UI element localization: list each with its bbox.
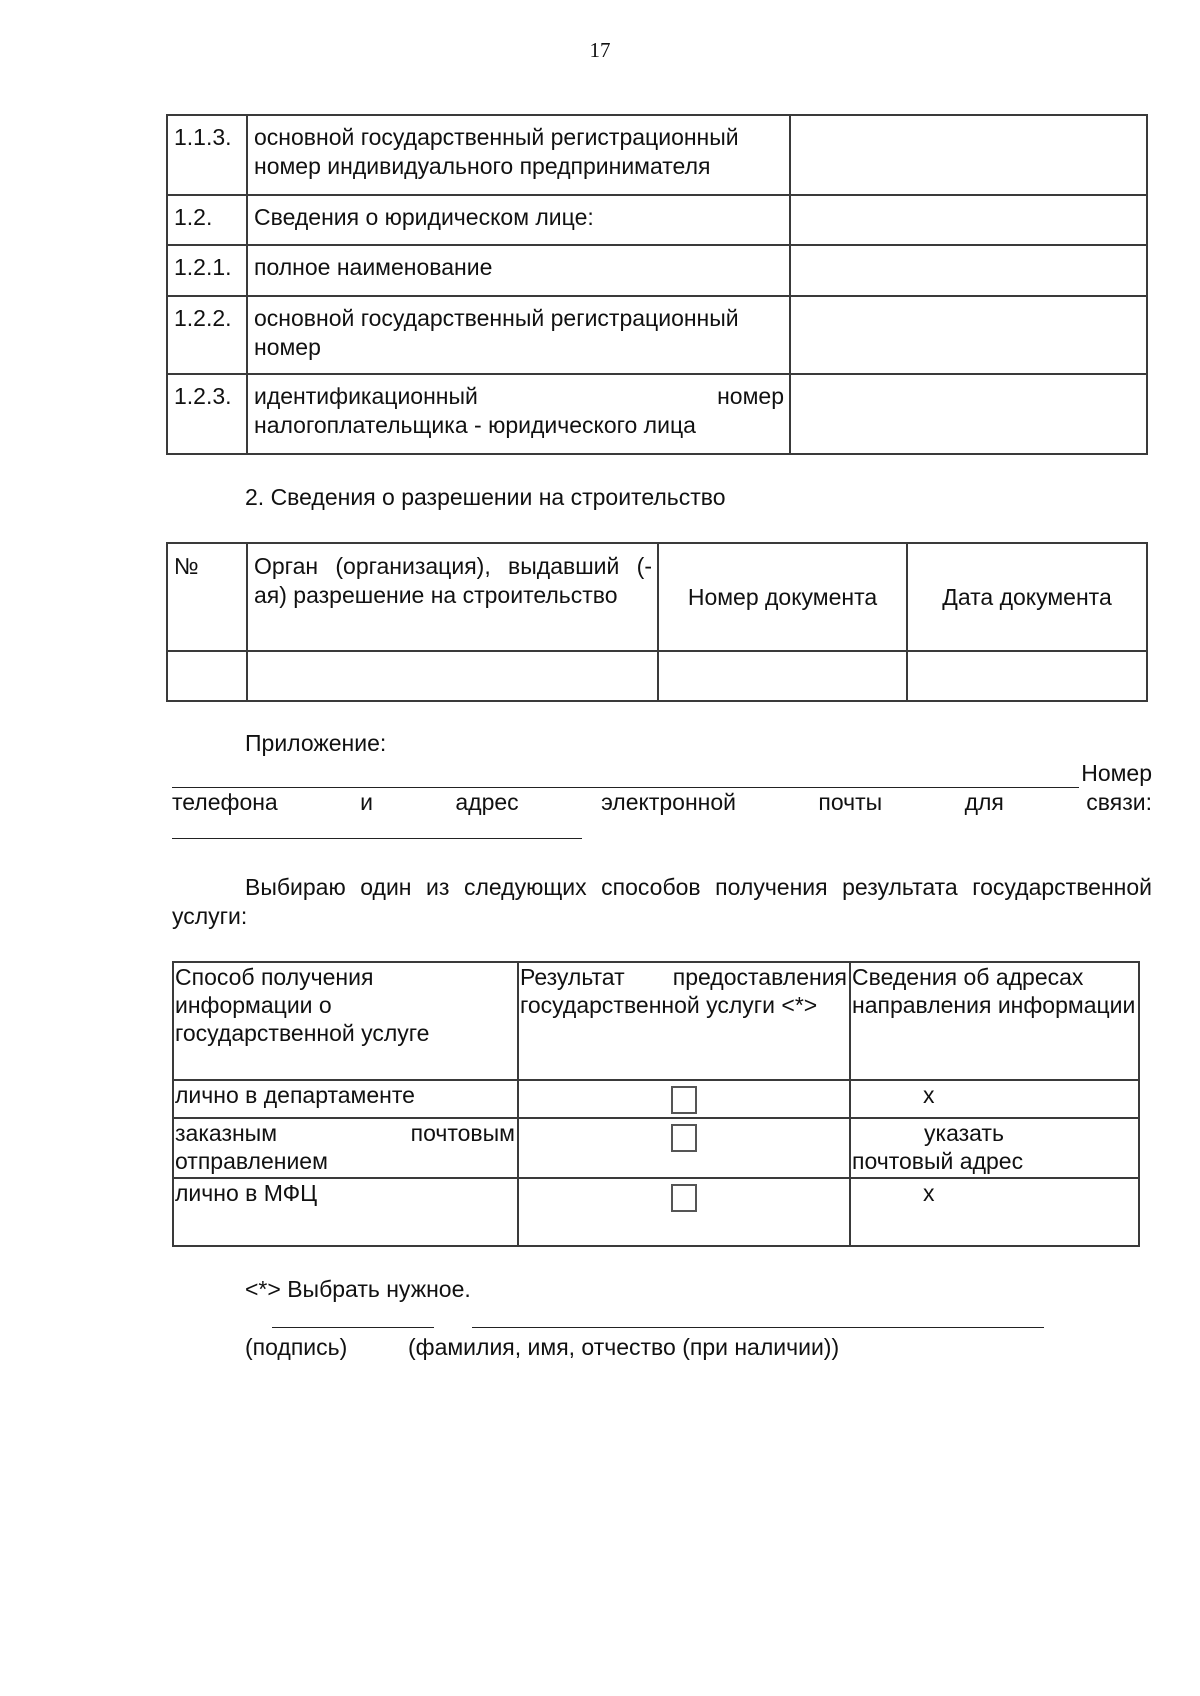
row-number: 1.2.1. [167,245,247,296]
row-label [247,374,790,454]
signature-line[interactable] [272,1307,434,1328]
address-info [850,1118,1139,1178]
table-row [173,1118,1139,1178]
result-cell [518,1080,850,1118]
number-cell[interactable] [167,651,247,701]
checkbox[interactable] [671,1086,697,1114]
column-header-result: Результат предоставления государственной услуги <*> [518,962,850,1080]
checkbox[interactable] [671,1184,697,1212]
signature-label: (подпись) [245,1334,348,1360]
address-info-line: указать [924,1120,1004,1146]
row-label: полное наименование [247,245,790,296]
fullname-line[interactable] [472,1307,1044,1328]
table-row [167,651,1147,701]
column-header-method: Способ получения информации о государственной услуге [173,962,518,1080]
column-header-doc-number: Номер документа [658,543,907,651]
authority-cell[interactable] [247,651,658,701]
table-row [167,115,1147,195]
row-value-field[interactable] [790,115,1147,195]
doc-number-cell[interactable] [658,651,907,701]
table-header-row [173,962,1139,1080]
checkbox[interactable] [671,1124,697,1152]
method-label: лично в МФЦ [173,1178,518,1246]
permit-table [166,542,1148,702]
section-heading: 2. Сведения о разрешении на строительство [245,484,726,510]
phone-label-line: телефона и адрес электронной почты для связи: [172,789,1152,815]
column-header-doc-date: Дата документа [907,543,1147,651]
method-label: лично в департаменте [173,1080,518,1118]
column-header-address: Сведения об адресах направления информации [850,962,1139,1080]
contact-input-line[interactable] [172,818,582,839]
attachment-input-line[interactable] [172,767,1079,788]
row-value-field[interactable] [790,195,1147,245]
row-value-field[interactable] [790,296,1147,374]
row-number: 1.2.2. [167,296,247,374]
table-row [173,1080,1139,1118]
result-cell [518,1118,850,1178]
row-label: основной государственный регистрационный номер [247,296,790,374]
applicant-info-table [166,114,1148,455]
method-label: заказным почтовым отправлением [173,1118,518,1178]
table-row [173,1178,1139,1246]
row-value-field[interactable] [790,245,1147,296]
row-number: 1.1.3. [167,115,247,195]
row-value-field[interactable] [790,374,1147,454]
row-number: 1.2.3. [167,374,247,454]
contact-line [172,759,1152,846]
row-number: 1.2. [167,195,247,245]
address-info-line: почтовый адрес [852,1148,1024,1174]
row-label-line: налогоплательщика - юридического лица [254,412,696,438]
row-label: Сведения о юридическом лице: [247,195,790,245]
address-info: x [850,1080,1139,1118]
table-row [167,195,1147,245]
fullname-label: (фамилия, имя, отчество (при наличии)) [408,1334,840,1360]
address-info: x [850,1178,1139,1246]
delivery-method-table [172,961,1140,1247]
row-label-line: идентификационный номер [254,383,784,409]
table-header-row [167,543,1147,651]
choose-paragraph: Выбираю один из следующих способов получения результата государственной услуги: [172,874,1152,929]
column-header-authority: Орган (организация), выдавший (-ая) разрешение на строительство [247,543,658,651]
attachment-label: Приложение: [245,730,387,756]
footnote: <*> Выбрать нужное. [245,1276,471,1302]
row-label: основной государственный регистрационный номер индивидуального предпринимателя [247,115,790,195]
result-cell [518,1178,850,1246]
column-header-number: № [167,543,247,651]
table-row [167,245,1147,296]
page-number: 17 [589,38,611,62]
doc-date-cell[interactable] [907,651,1147,701]
table-row [167,296,1147,374]
table-row [167,374,1147,454]
phone-label-start: Номер [1081,760,1152,786]
